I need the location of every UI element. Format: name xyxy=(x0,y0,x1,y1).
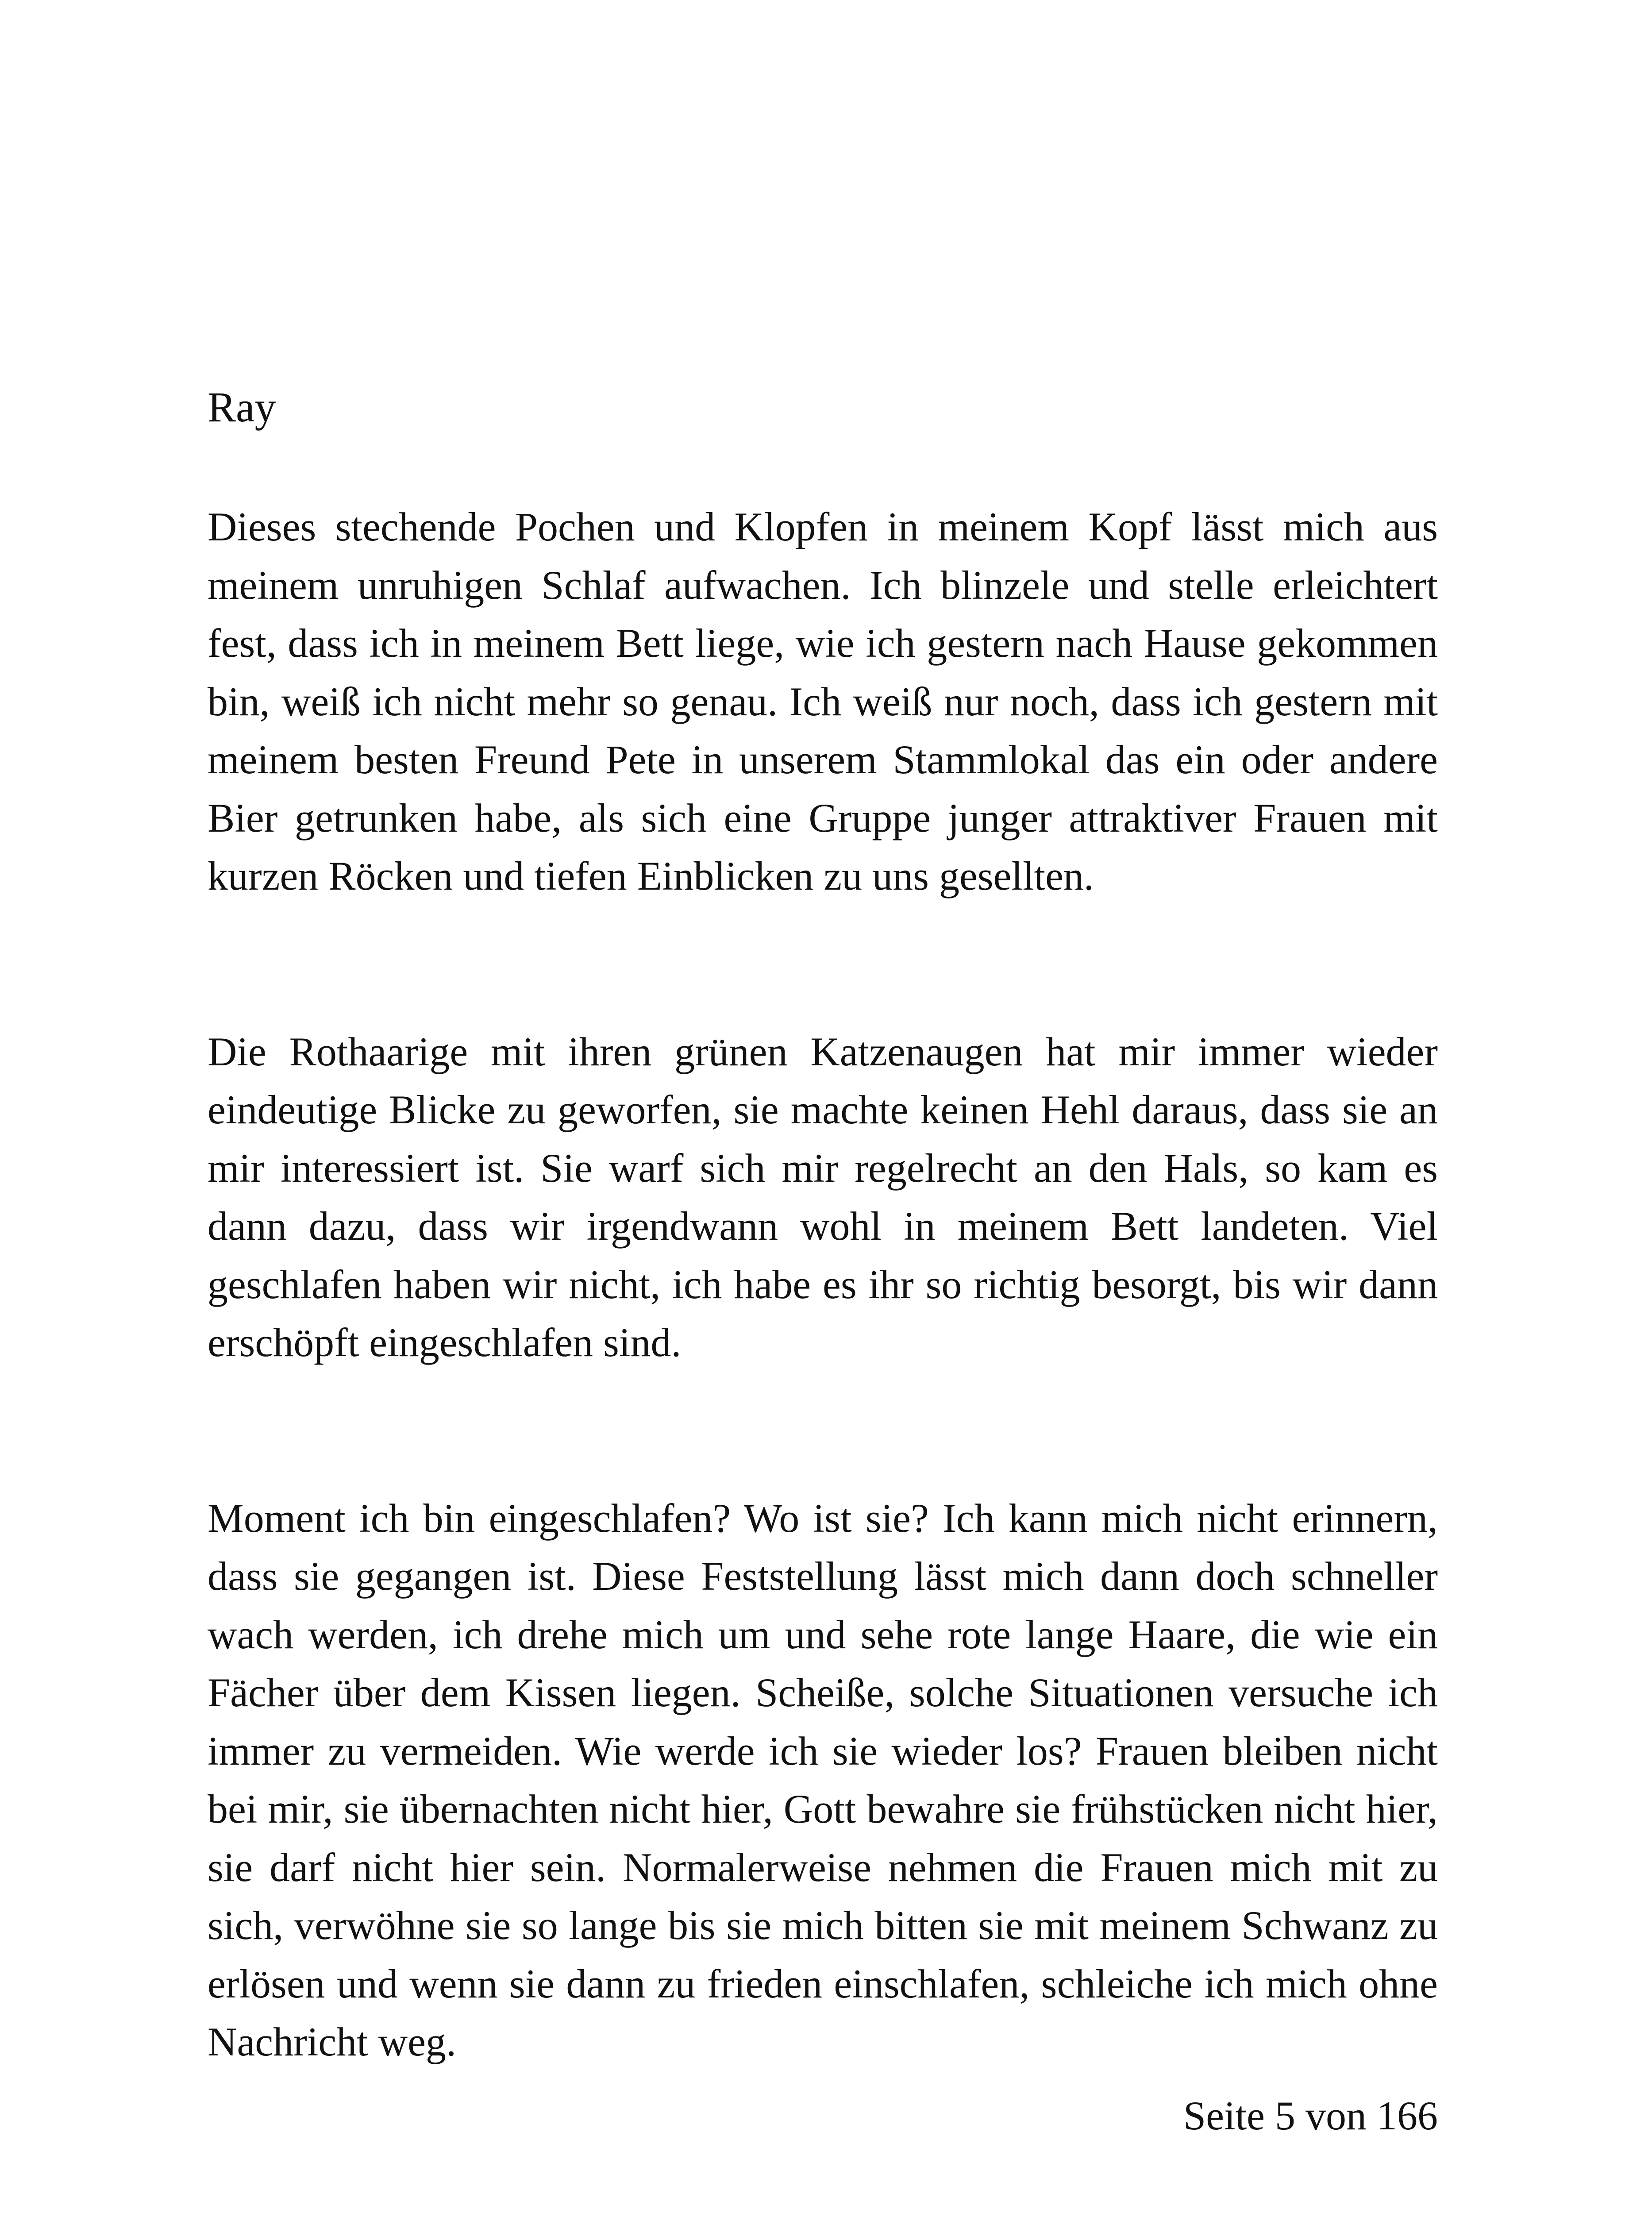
paragraph-1: Dieses stechende Pochen und Klopfen in meinem Kopf lässt mich aus meinem unruhigen Schlaf aufwachen. Ich blinzele und stelle erleichtert fest, dass ich in meinem Bett liege, wie ich gestern nach Hause gekommen bin, weiß ich nicht mehr so genau. Ich weiß nur noch, dass ich gestern mit meinem besten Freund Pete in unserem Stammlokal das ein oder andere Bier getrunken habe, als sich eine Gruppe junger attraktiver Frauen mit kurzen Röcken und tiefen Einblicken zu uns gesellten. xyxy=(208,504,1438,898)
body-text xyxy=(208,498,1438,2189)
paragraph-3: Moment ich bin eingeschlafen? Wo ist sie? Ich kann mich nicht erinnern, dass sie gegangen ist. Diese Feststellung lässt mich dann doch schneller wach werden, ich drehe mich um und sehe rote lange Haare, die wie ein Fächer über dem Kissen liegen. Scheiße, solche Situationen versuche ich immer zu vermeiden. Wie werde ich sie wieder los? Frauen bleiben nicht bei mir, sie übernachten nicht hier, Gott bewahre sie frühstücken nicht hier, sie darf nicht hier sein. Normalerweise nehmen die Frauen mich mit zu sich, verwöhne sie so lange bis sie mich bitten sie mit meinem Schwanz zu erlösen und wenn sie dann zu frieden einschlafen, schleiche ich mich ohne Nachricht weg. xyxy=(208,1495,1438,2064)
page-number: Seite 5 von 166 xyxy=(1183,2093,1438,2138)
paragraph-2: Die Rothaarige mit ihren grünen Katzenaugen hat mir immer wieder eindeutige Blicke zu geworfen, sie machte keinen Hehl daraus, dass sie an mir interessiert ist. Sie warf sich mir regelrecht an den Hals, so kam es dann dazu, dass wir irgendwann wohl in meinem Bett landeten. Viel geschlafen haben wir nicht, ich habe es ihr so richtig besorgt, bis wir dann erschöpft eingeschlafen sind. xyxy=(208,1029,1438,1365)
chapter-title: Ray xyxy=(208,383,276,431)
